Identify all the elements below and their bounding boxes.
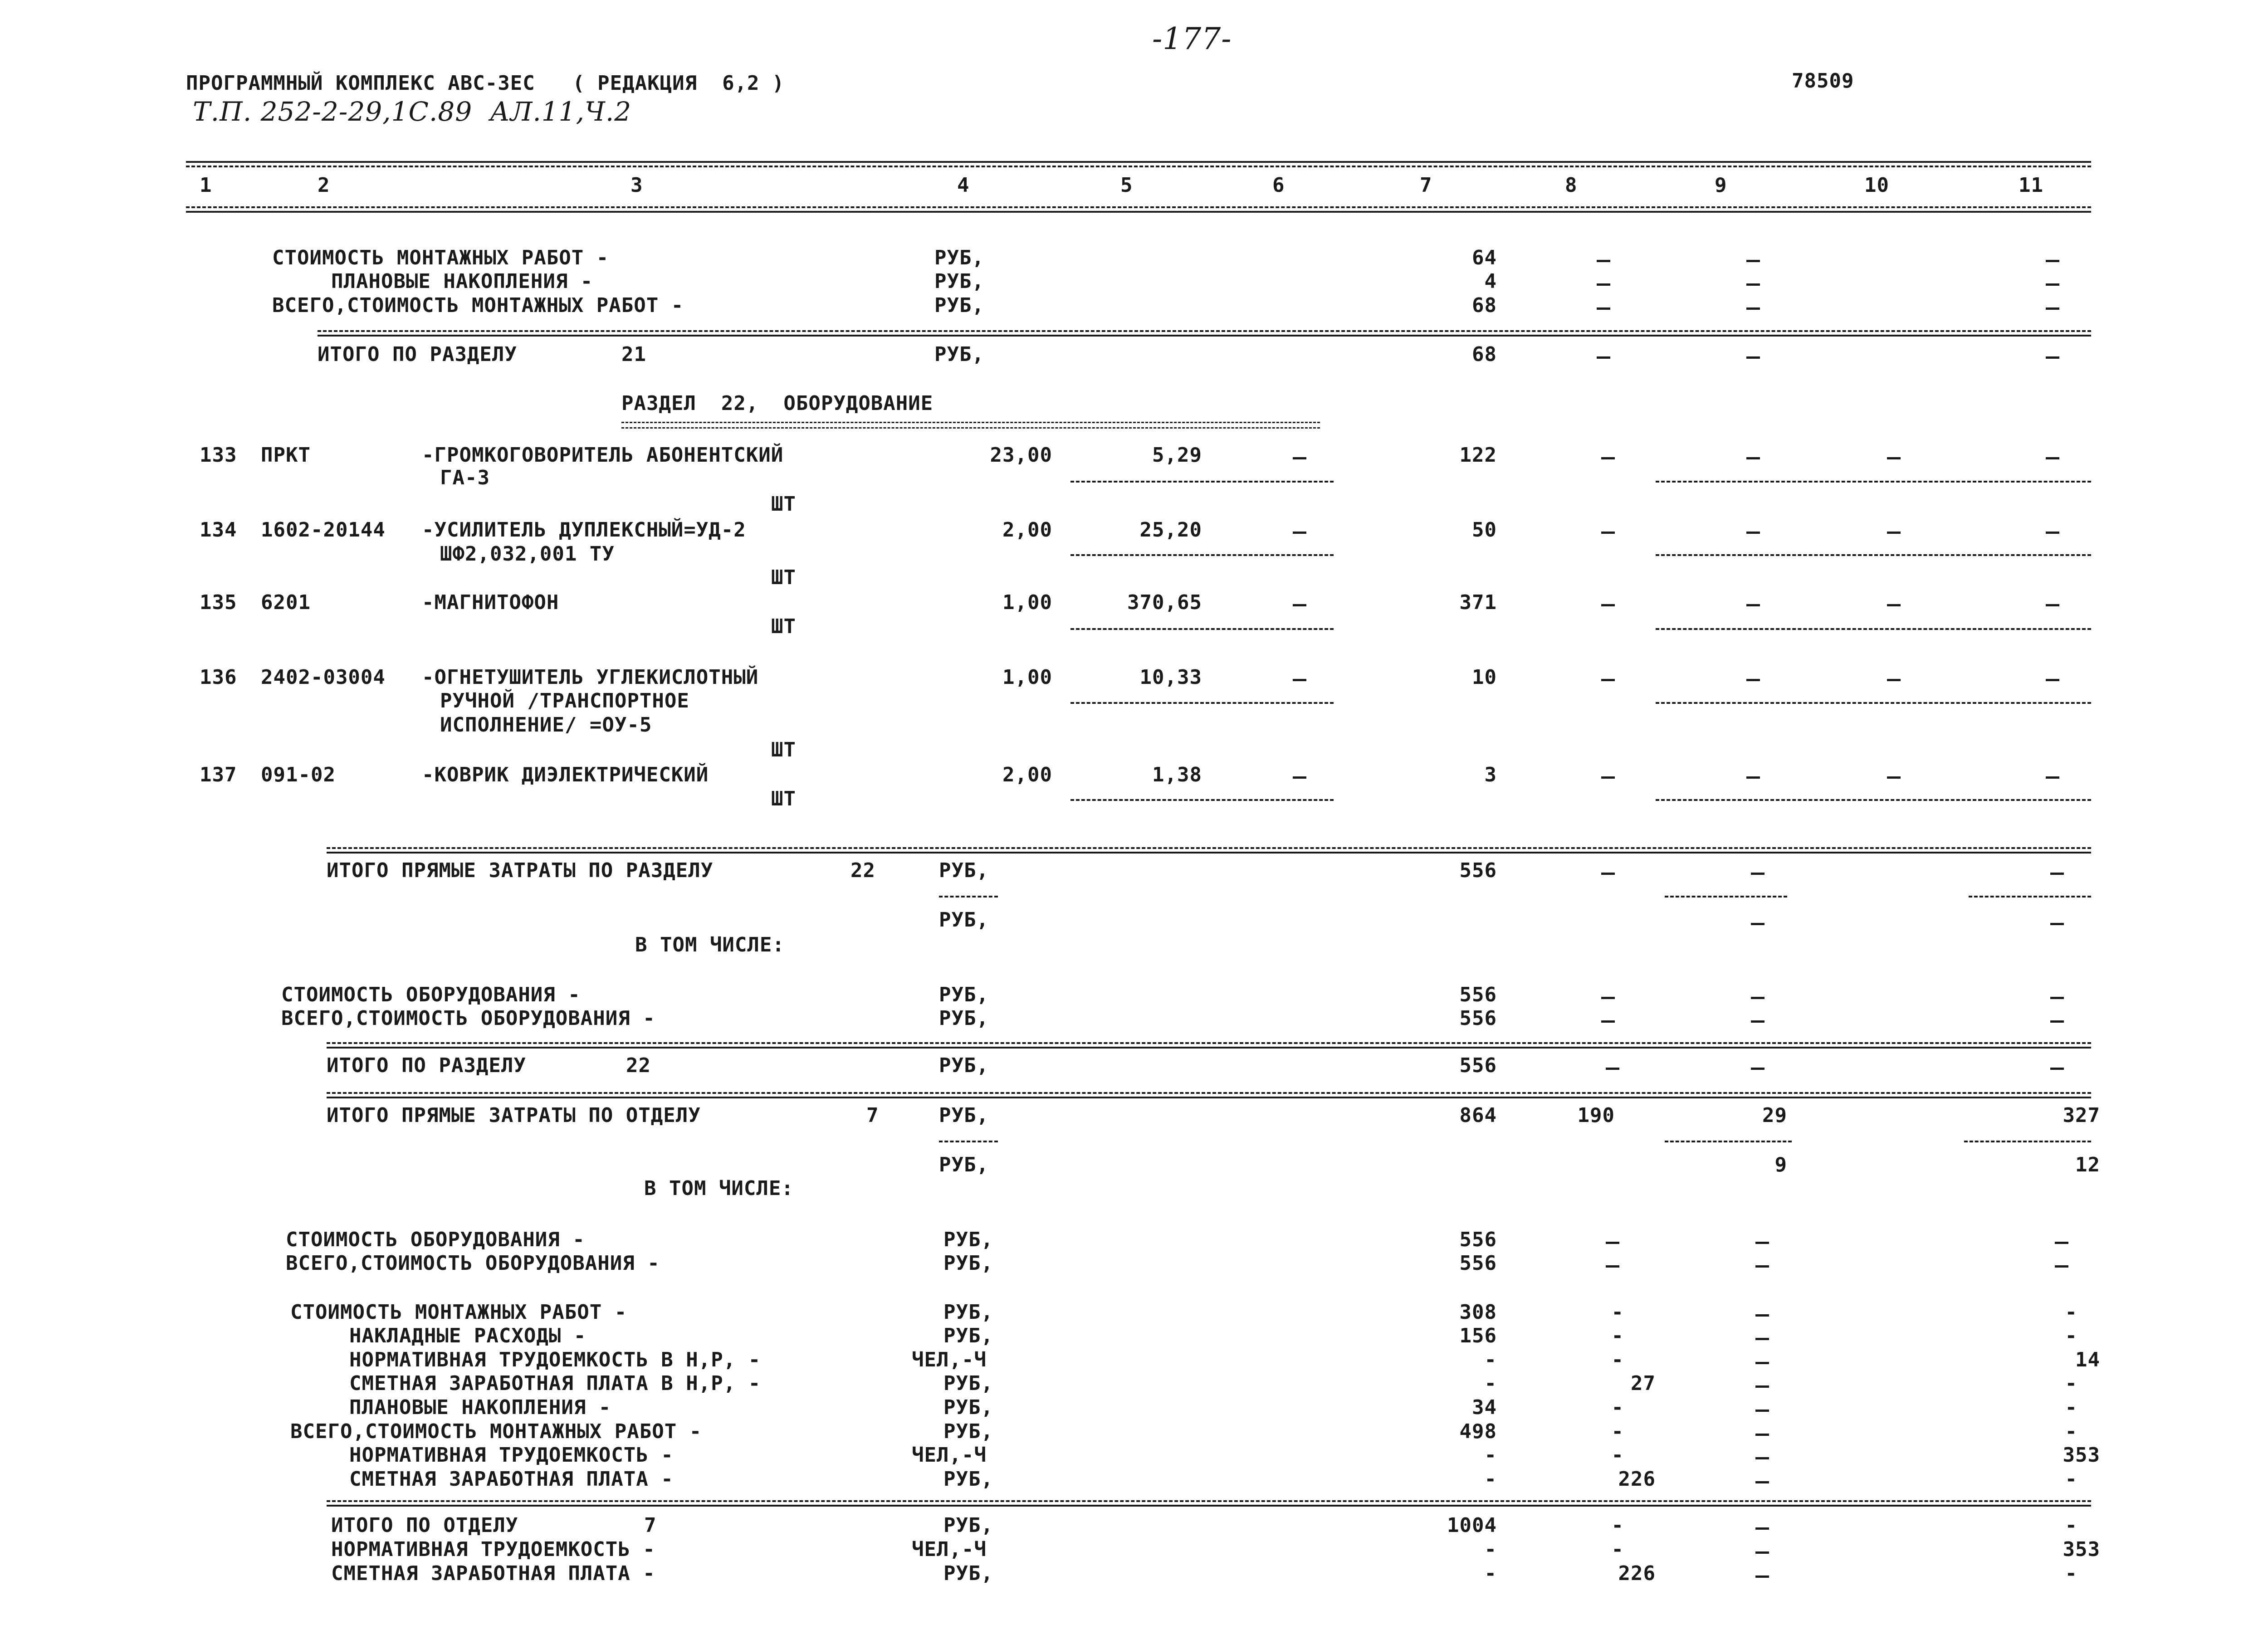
total-c7: 68 — [1472, 343, 1497, 366]
direct-num: 22 — [850, 859, 875, 882]
dash — [2050, 873, 2064, 875]
row-c7: 308 — [1459, 1301, 1497, 1324]
item-name-3: ИСПОЛНЕНИЕ/ =ОУ-5 — [440, 713, 652, 737]
row-c7: 4 — [1484, 270, 1497, 293]
rule — [1070, 799, 1334, 801]
item-price: 10,33 — [1139, 666, 1202, 689]
otdel-c9: 29 — [1762, 1104, 1787, 1127]
item-c7: 10 — [1472, 666, 1497, 689]
dash — [2055, 1265, 2068, 1268]
item-qty: 1,00 — [1002, 666, 1052, 689]
dash — [1597, 283, 1610, 286]
dash — [1755, 1362, 1769, 1364]
direct-unit: РУБ, — [939, 859, 989, 882]
total-num: 21 — [621, 343, 646, 366]
row-c7: - — [1484, 1468, 1497, 1491]
dash — [1751, 923, 1765, 925]
row-unit: ЧЕЛ,-Ч — [912, 1538, 987, 1561]
dash — [2050, 1068, 2064, 1070]
row-c11: - — [2065, 1301, 2077, 1324]
row-c11: - — [2065, 1562, 2077, 1585]
rule — [1969, 896, 2091, 897]
row-label: ИТОГО ПО ОТДЕЛУ — [331, 1514, 518, 1537]
row-c7: 64 — [1472, 246, 1497, 269]
rule — [1070, 702, 1334, 704]
dash — [1887, 457, 1901, 459]
rule — [1665, 896, 1787, 897]
row-c11: - — [2065, 1468, 2077, 1491]
dash — [2046, 532, 2059, 534]
dash — [1597, 307, 1610, 310]
dash — [1755, 1265, 1769, 1268]
row-c7: - — [1484, 1348, 1497, 1371]
otdel-unit-2: РУБ, — [939, 1153, 989, 1176]
dash — [2046, 283, 2059, 286]
total-label: ИТОГО ПО РАЗДЕЛУ — [318, 343, 517, 366]
otdel-c7: 864 — [1459, 1104, 1497, 1127]
row-c7: - — [1484, 1562, 1497, 1585]
rule — [1656, 799, 2091, 801]
row-c7: 498 — [1459, 1420, 1497, 1443]
dash — [1746, 307, 1760, 310]
header-top-rule — [186, 161, 2091, 163]
row-c11: 14 — [2075, 1348, 2100, 1371]
dash — [1746, 457, 1760, 459]
col-num-11: 11 — [2019, 174, 2043, 197]
item-qty: 23,00 — [990, 444, 1052, 467]
dash — [1755, 1457, 1769, 1459]
row-unit: РУБ, — [943, 1396, 993, 1419]
row-c7: 556 — [1459, 983, 1497, 1006]
row-c7: 156 — [1459, 1324, 1497, 1347]
row-unit: ЧЕЛ,-Ч — [912, 1348, 987, 1371]
header-bottom-rule — [186, 206, 2091, 208]
row-unit: РУБ, — [943, 1372, 993, 1395]
dash — [1746, 532, 1760, 534]
direct-label: ИТОГО ПРЯМЫЕ ЗАТРАТЫ ПО РАЗДЕЛУ — [327, 859, 714, 882]
handwritten-ref: Т.П. 252-2-29,1С.89 АЛ.11,Ч.2 — [193, 96, 632, 127]
row-label: НОРМАТИВНАЯ ТРУДОЕМКОСТЬ - — [349, 1444, 674, 1467]
dash — [1601, 457, 1615, 459]
row-unit: РУБ, — [934, 270, 984, 293]
dash — [1746, 604, 1760, 606]
header-bottom-rule-2 — [186, 211, 2091, 213]
row-label: СТОИМОСТЬ ОБОРУДОВАНИЯ - — [281, 983, 581, 1006]
rule — [939, 1141, 998, 1142]
dash — [1755, 1527, 1769, 1530]
section-title-underline-2 — [621, 427, 1320, 429]
row-num: 7 — [644, 1514, 657, 1537]
row-c7: 1004 — [1447, 1514, 1497, 1537]
rule — [1964, 1141, 2091, 1142]
item-no: 133 — [200, 444, 237, 467]
dash — [1746, 776, 1760, 779]
item-name: -ГРОМКОГОВОРИТЕЛЬ АБОНЕНТСКИЙ — [422, 444, 784, 467]
item-unit: ШТ — [771, 615, 796, 638]
row-label: ВСЕГО,СТОИМОСТЬ ОБОРУДОВАНИЯ - — [286, 1252, 660, 1275]
col-num-6: 6 — [1272, 174, 1285, 197]
item-c7: 3 — [1484, 763, 1497, 786]
rule — [1070, 628, 1334, 630]
rule — [327, 1092, 2091, 1094]
item-code: ПРКТ — [261, 444, 311, 467]
item-code: 1602-20144 — [261, 518, 386, 541]
row-unit: РУБ, — [943, 1228, 993, 1251]
item-code: 6201 — [261, 591, 311, 614]
row-c7: - — [1484, 1444, 1497, 1467]
rule — [327, 1505, 2091, 1507]
dash — [1746, 260, 1760, 262]
dash — [1755, 1410, 1769, 1412]
rule — [327, 847, 2091, 849]
row-c8: - — [1611, 1324, 1624, 1347]
item-qty: 1,00 — [1002, 591, 1052, 614]
total-num: 22 — [626, 1054, 651, 1077]
dash — [1755, 1575, 1769, 1578]
item-unit: ШТ — [771, 738, 796, 761]
row-c8: - — [1611, 1538, 1624, 1561]
row-unit: РУБ, — [943, 1514, 993, 1537]
item-no: 137 — [200, 763, 237, 786]
dash — [1746, 356, 1760, 359]
row-label: НАКЛАДНЫЕ РАСХОДЫ - — [349, 1324, 587, 1347]
row-c8: - — [1611, 1444, 1624, 1467]
in-total-label-2: В ТОМ ЧИСЛЕ: — [644, 1177, 794, 1200]
item-name: -УСИЛИТЕЛЬ ДУПЛЕКСНЫЙ=УД-2 — [422, 518, 746, 541]
rule — [327, 1500, 2091, 1502]
row-unit: РУБ, — [943, 1420, 993, 1443]
page-number: -177- — [1152, 21, 1232, 56]
row-unit: РУБ, — [943, 1301, 993, 1324]
dash — [1601, 873, 1615, 875]
col-num-10: 10 — [1864, 174, 1889, 197]
row-label: ВСЕГО,СТОИМОСТЬ МОНТАЖНЫХ РАБОТ - — [272, 294, 684, 317]
row-label: СТОИМОСТЬ МОНТАЖНЫХ РАБОТ - — [272, 246, 609, 269]
row-label: СМЕТНАЯ ЗАРАБОТНАЯ ПЛАТА - — [349, 1468, 674, 1491]
dash — [1601, 532, 1615, 534]
rule — [318, 335, 2091, 337]
row-c11: - — [2065, 1420, 2077, 1443]
dash — [1755, 1338, 1769, 1340]
dash — [1887, 776, 1901, 779]
row-c7: 34 — [1472, 1396, 1497, 1419]
item-price: 1,38 — [1152, 763, 1202, 786]
row-c7: - — [1484, 1538, 1497, 1561]
row-c8: 226 — [1618, 1468, 1656, 1491]
dash — [1293, 532, 1306, 534]
item-c7: 371 — [1459, 591, 1497, 614]
dash — [2050, 997, 2064, 999]
col-num-3: 3 — [631, 174, 643, 197]
row-unit: РУБ, — [939, 983, 989, 1006]
col-num-5: 5 — [1120, 174, 1133, 197]
col-num-7: 7 — [1420, 174, 1432, 197]
program-header: ПРОГРАММНЫЙ КОМПЛЕКС АВС-3ЕС ( РЕДАКЦИЯ 6,2 ) — [186, 72, 785, 95]
item-unit: ШТ — [771, 493, 796, 516]
total-label: ИТОГО ПО РАЗДЕЛУ — [327, 1054, 526, 1077]
row-unit: РУБ, — [939, 1007, 989, 1030]
dash — [1755, 1481, 1769, 1483]
rule — [1656, 554, 2091, 556]
dash — [1601, 997, 1615, 999]
rule — [939, 896, 998, 897]
row-unit: РУБ, — [943, 1468, 993, 1491]
dash — [1606, 1068, 1619, 1070]
dash — [1751, 997, 1765, 999]
rule — [327, 1047, 2091, 1049]
item-price: 370,65 — [1127, 591, 1202, 614]
dash — [2046, 679, 2059, 681]
row-c8: 27 — [1631, 1372, 1656, 1395]
row-c7: 556 — [1459, 1228, 1497, 1251]
total-c7: 556 — [1459, 1054, 1497, 1077]
rule — [1656, 481, 2091, 483]
row-unit: РУБ, — [943, 1324, 993, 1347]
row-c7: 556 — [1459, 1007, 1497, 1030]
otdel-c8: 190 — [1577, 1104, 1615, 1127]
rule — [327, 1097, 2091, 1098]
item-code: 091-02 — [261, 763, 336, 786]
row-label: ПЛАНОВЫЕ НАКОПЛЕНИЯ - — [349, 1396, 611, 1419]
row-c11: - — [2065, 1372, 2077, 1395]
col-num-9: 9 — [1715, 174, 1727, 197]
dash — [2046, 307, 2059, 310]
otdel-unit: РУБ, — [939, 1104, 989, 1127]
dash — [1597, 260, 1610, 262]
row-label: СТОИМОСТЬ МОНТАЖНЫХ РАБОТ - — [290, 1301, 627, 1324]
otdel-num: 7 — [866, 1104, 879, 1127]
item-price: 5,29 — [1152, 444, 1202, 467]
item-name-2: РУЧНОЙ /ТРАНСПОРТНОЕ — [440, 689, 689, 712]
dash — [1601, 604, 1615, 606]
otdel-c9b: 9 — [1774, 1153, 1787, 1176]
dash — [1751, 1068, 1765, 1070]
direct-c7: 556 — [1459, 859, 1497, 882]
dash — [1746, 283, 1760, 286]
dash — [1755, 1434, 1769, 1436]
dash — [1606, 1265, 1619, 1268]
dash — [2046, 457, 2059, 459]
col-num-8: 8 — [1565, 174, 1578, 197]
dash — [1597, 356, 1610, 359]
total-unit: РУБ, — [939, 1054, 989, 1077]
row-c11: 353 — [2063, 1444, 2100, 1467]
dash — [1887, 604, 1901, 606]
dash — [1887, 532, 1901, 534]
row-c8: - — [1611, 1301, 1624, 1324]
row-label: ПЛАНОВЫЕ НАКОПЛЕНИЯ - — [331, 270, 593, 293]
header-top-rule-2 — [186, 166, 2091, 167]
item-code: 2402-03004 — [261, 666, 386, 689]
dash — [2046, 776, 2059, 779]
row-c11: - — [2065, 1514, 2077, 1537]
item-c7: 122 — [1459, 444, 1497, 467]
item-unit: ШТ — [771, 787, 796, 810]
dash — [1751, 1020, 1765, 1023]
rule — [318, 330, 2091, 332]
section-title-underline — [621, 422, 1320, 423]
rule — [327, 852, 2091, 854]
col-num-2: 2 — [318, 174, 330, 197]
item-no: 134 — [200, 518, 237, 541]
dash — [1293, 457, 1306, 459]
item-qty: 2,00 — [1002, 518, 1052, 541]
dash — [1293, 776, 1306, 779]
item-name-2: ГА-3 — [440, 466, 490, 489]
row-c11: - — [2065, 1324, 2077, 1347]
dash — [1755, 1314, 1769, 1317]
rule — [327, 1042, 2091, 1044]
item-no: 135 — [200, 591, 237, 614]
in-total-label: В ТОМ ЧИСЛЕ: — [635, 933, 785, 956]
row-c11: 353 — [2063, 1538, 2100, 1561]
row-label: СМЕТНАЯ ЗАРАБОТНАЯ ПЛАТА В Н,Р, - — [349, 1372, 761, 1395]
row-label: НОРМАТИВНАЯ ТРУДОЕМКОСТЬ - — [331, 1538, 655, 1561]
row-c8: - — [1611, 1420, 1624, 1443]
doc-number: 78509 — [1792, 69, 1854, 93]
row-unit: РУБ, — [934, 294, 984, 317]
row-c7: 68 — [1472, 294, 1497, 317]
row-unit: РУБ, — [934, 246, 984, 269]
dash — [2046, 260, 2059, 262]
row-c8: - — [1611, 1396, 1624, 1419]
item-qty: 2,00 — [1002, 763, 1052, 786]
dash — [1755, 1551, 1769, 1554]
row-c7: - — [1484, 1372, 1497, 1395]
item-unit: ШТ — [771, 566, 796, 589]
row-unit: РУБ, — [943, 1562, 993, 1585]
row-c11: - — [2065, 1396, 2077, 1419]
total-unit: РУБ, — [934, 343, 984, 366]
otdel-c11: 327 — [2063, 1104, 2100, 1127]
section-title: РАЗДЕЛ 22, ОБОРУДОВАНИЕ — [621, 392, 934, 415]
row-label: СТОИМОСТЬ ОБОРУДОВАНИЯ - — [286, 1228, 585, 1251]
dash — [1601, 679, 1615, 681]
row-c7: 556 — [1459, 1252, 1497, 1275]
dash — [2050, 923, 2064, 925]
item-name: -МАГНИТОФОН — [422, 591, 559, 614]
dash — [1601, 776, 1615, 779]
item-price: 25,20 — [1139, 518, 1202, 541]
rule — [1656, 628, 2091, 630]
dash — [1293, 679, 1306, 681]
dash — [1887, 679, 1901, 681]
col-num-1: 1 — [200, 174, 212, 197]
item-no: 136 — [200, 666, 237, 689]
otdel-c11b: 12 — [2075, 1153, 2100, 1176]
dash — [2055, 1242, 2068, 1244]
dash — [1755, 1385, 1769, 1388]
rule — [1656, 702, 2091, 704]
row-c8: - — [1611, 1514, 1624, 1537]
row-unit: РУБ, — [943, 1252, 993, 1275]
dash — [2046, 604, 2059, 606]
rule — [1070, 481, 1334, 483]
item-c7: 50 — [1472, 518, 1497, 541]
row-unit: ЧЕЛ,-Ч — [912, 1444, 987, 1467]
rule — [1665, 1141, 1792, 1142]
row-c8: 226 — [1618, 1562, 1656, 1585]
dash — [1601, 1020, 1615, 1023]
otdel-label: ИТОГО ПРЯМЫЕ ЗАТРАТЫ ПО ОТДЕЛУ — [327, 1104, 701, 1127]
dash — [1746, 679, 1760, 681]
item-name: -ОГНЕТУШИТЕЛЬ УГЛЕКИСЛОТНЫЙ — [422, 666, 759, 689]
dash — [1755, 1242, 1769, 1244]
rule — [1070, 554, 1334, 556]
row-label: ВСЕГО,СТОИМОСТЬ МОНТАЖНЫХ РАБОТ - — [290, 1420, 702, 1443]
dash — [1751, 873, 1765, 875]
item-name-2: ШФ2,032,001 ТУ — [440, 542, 615, 566]
dash — [2050, 1020, 2064, 1023]
row-c8: - — [1611, 1348, 1624, 1371]
dash — [1293, 604, 1306, 606]
col-num-4: 4 — [957, 174, 970, 197]
row-label: СМЕТНАЯ ЗАРАБОТНАЯ ПЛАТА - — [331, 1562, 655, 1585]
dash — [1606, 1242, 1619, 1244]
item-name: -КОВРИК ДИЭЛЕКТРИЧЕСКИЙ — [422, 763, 709, 786]
row-label: НОРМАТИВНАЯ ТРУДОЕМКОСТЬ В Н,Р, - — [349, 1348, 761, 1371]
dash — [2046, 356, 2059, 359]
direct-unit-2: РУБ, — [939, 908, 989, 932]
row-label: ВСЕГО,СТОИМОСТЬ ОБОРУДОВАНИЯ - — [281, 1007, 655, 1030]
